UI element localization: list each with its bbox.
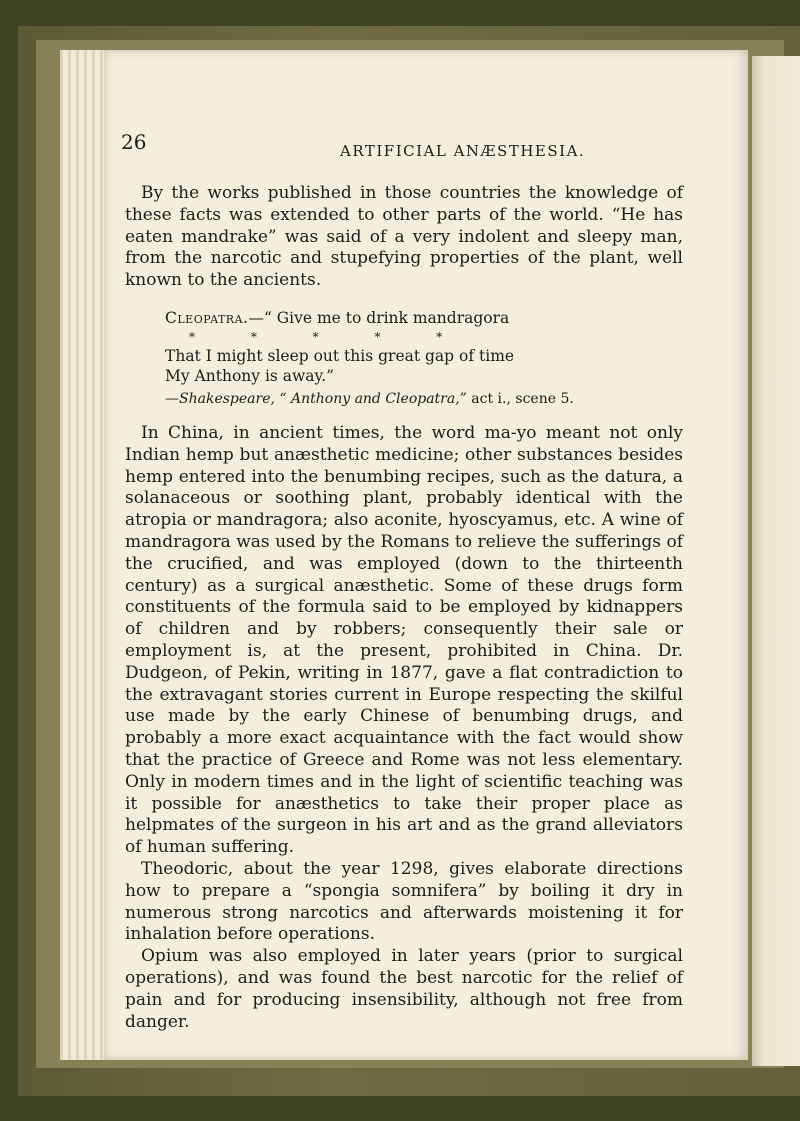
quote-attribution <box>165 388 683 410</box>
ellipsis-stars: * * * * * <box>189 329 469 344</box>
attribution-work: “ Anthony and Cleopatra,” <box>279 390 467 407</box>
quote-line-2: That I might sleep out this great gap of time <box>165 346 515 365</box>
attribution-author: —Shakespeare, <box>165 390 275 407</box>
paragraph-3: Theodoric, about the year 1298, gives elaborate directions how to prepare a “spongia somnifera” by boiling it dry in numerous strong narcotics and afterwards moistening it for inhalation before operations. <box>125 858 683 945</box>
quotation-block <box>165 308 683 410</box>
paragraph-2: In China, in ancient times, the word ma-yo meant not only Indian hemp but anæsthetic medicine; other substances besides hemp entered into the benumbing recipes, such as the datura, a solanaceous or soothing plant, probably identical with the atropia or mandragora; also aconite, hyoscyamus, etc. A wine of mandragora was used by the Romans to relieve the sufferings of the crucified, and was employed (down to the thirteenth century) as a surgical anæsthetic. Some of these drugs form constituents of the formula said to be employed by kidnappers of children and by robbers; consequently their sale or employment is, at the present, prohibited in China. Dr. Dudgeon, of Pekin, writing in 1877, gave a flat contradiction to the extravagant stories current in Europe respecting the skilful use made by the early Chinese of benumbing drugs, and probably a more exact acquaintance with the fact would show that the practice of Greece and Rome was not less elementary. Only in modern times and in the light of scientific teaching was it possible for anæsthetics to take their proper place as helpmates of the surgeon in his art and as the grand alleviators of human suffering. <box>125 422 683 858</box>
page-body <box>125 183 683 1033</box>
facing-page-edge <box>752 56 800 1066</box>
attribution-location: act i., scene 5. <box>471 390 574 407</box>
paragraph-1: By the works published in those countries the knowledge of these facts was extended to other parts of the world. “He has eaten mandrake” was said of a very indolent and sleepy man, from the narcotic and stupefying properties of the plant, well known to the ancients. <box>125 183 683 291</box>
running-header: ARTIFICIAL ANÆSTHESIA. <box>340 142 586 160</box>
paragraph-4: Opium was also employed in later years (prior to surgical operations), and was found the best narcotic for the relief of pain and for producing insensibility, although not free from danger. <box>125 946 683 1032</box>
quote-first-line <box>165 308 683 328</box>
quote-line-3: My Anthony is away.” <box>165 366 335 385</box>
quote-speaker: Cleopatra. <box>165 308 249 327</box>
quote-line-1: —“ Give me to drink mandragora <box>248 308 510 327</box>
page-number: 26 <box>121 130 147 154</box>
